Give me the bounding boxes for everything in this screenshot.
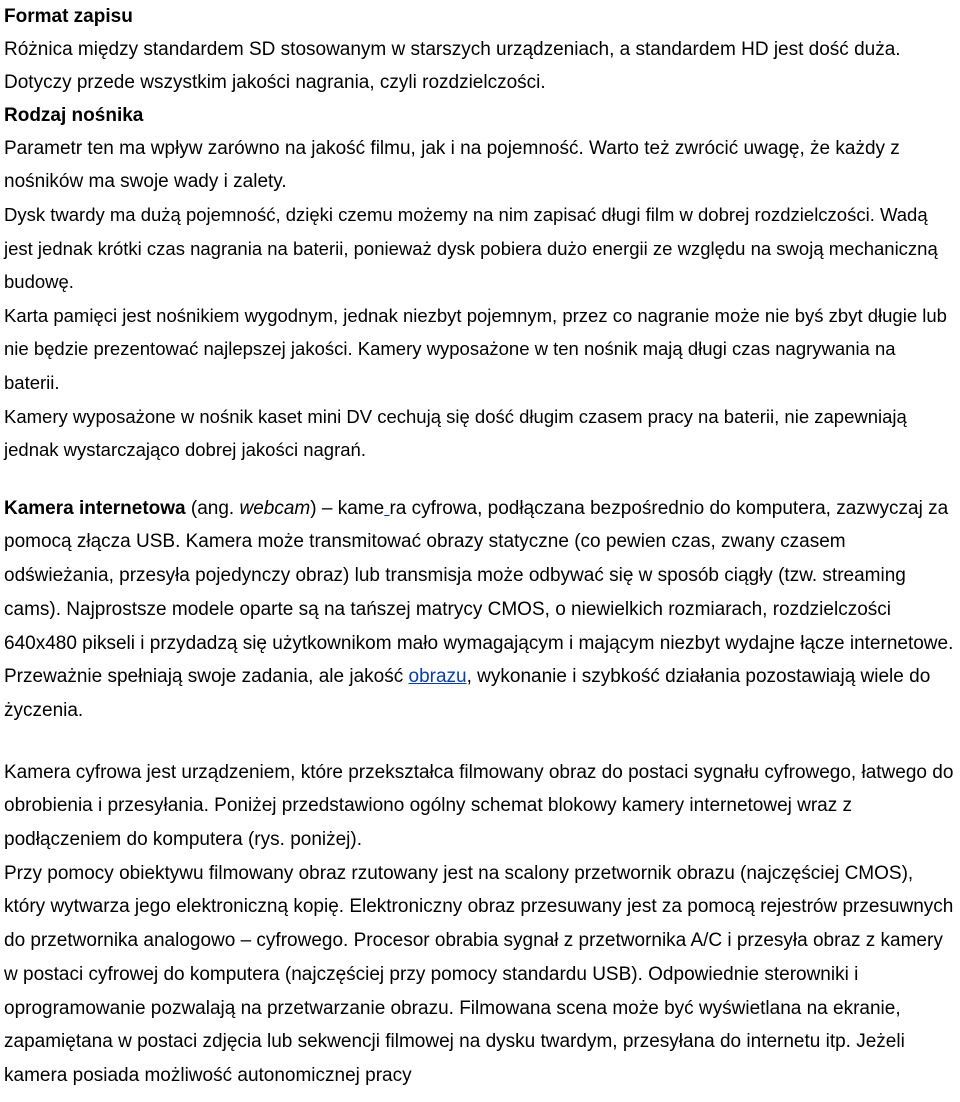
link-obrazu[interactable]: obrazu xyxy=(408,666,467,688)
paragraph-kasety-mini-dv: Kamery wyposażone w nośnik kaset mini DV cechują się dość długim czasem pracy na baterii, nie zapewniają jednak wystarczająco dobrej jakości nagrań. xyxy=(4,405,907,461)
text-ang: (ang. xyxy=(185,497,240,519)
paragraph-format-zapisu: Różnica między standardem SD stosowanym w starszych urządzeniach, a standardem HD jest dość duża. Dotyczy przede wszystkim jakości nagrania, czyli rozdzielczości. xyxy=(4,39,901,93)
paragraph-rodzaj-nosnika-intro: Parametr ten ma wpływ zarówno na jakość filmu, jak i na pojemność. Warto też zwrócić uwagę, że każdy z nośników ma swoje wady i zalety. xyxy=(4,138,900,192)
paragraph-dysk-twardy: Dysk twardy ma dużą pojemność, dzięki czemu możemy na nim zapisać długi film w dobrej rozdzielczości. Wadą jest jednak krótki czas nagrania na baterii, ponieważ dysk pobiera dużo energii ze względu na swoją mechaniczną budowę. xyxy=(4,204,938,293)
spacer xyxy=(4,728,956,756)
term-webcam: webcam xyxy=(239,497,311,519)
text-webcam-body: ra cyfrowa, podłączana bezpośrednio do komputera, zazwyczaj za pomocą złącza USB. Kamera może transmitować obrazy statyczne (co pewien czas, zwany czasem odświeżania, przesyła pojedynczy obraz) lub transmisja może odbywać się w sposób ciągły (tzw. streaming cams). Najprostsze modele oparte są na tańszej matrycy CMOS, o niewielkich rozmiarach, rozdzielczości 640x480 pikseli i przydadzą się użytkownikom mało wymagającym i mającym niezbyt wydajne łącze internetowe. Przeważnie spełniają swoje zadania, ale jakość xyxy=(4,497,954,688)
term-kamera-internetowa: Kamera internetowa xyxy=(4,497,186,519)
text-webcam-ending: , wykonanie i szybkość działania pozostawiają wiele do życzenia. xyxy=(4,666,931,721)
paragraph-kamera-internetowa xyxy=(4,492,956,728)
paragraph-karta-pamieci: Karta pamięci jest nośnikiem wygodnym, jednak niezbyt pojemnym, przez co nagranie może nie byś zbyt długie lub nie będzie prezentować najlepszej jakości. Kamery wyposażone w ten nośnik mają długi czas nagrywania na baterii. xyxy=(4,304,947,393)
heading-rodzaj-nosnika: Rodzaj nośnika xyxy=(4,105,144,126)
text-after-webcam: ) – kame xyxy=(310,497,385,519)
heading-format-zapisu: Format zapisu xyxy=(4,6,133,27)
paragraph-kamera-cyfrowa: Kamera cyfrowa jest urządzeniem, które przekształca filmowany obraz do postaci sygnału cyfrowego, łatwego do obrobienia i przesyłania. Poniżej przedstawiono ogólny schemat blokowy kamery internetowej wraz z podłączeniem do komputera (rys. poniżej). xyxy=(4,761,954,851)
spacer xyxy=(4,467,956,492)
paragraph-przetwarzanie-obrazu: Przy pomocy obiektywu filmowany obraz rzutowany jest na scalony przetwornik obrazu (najczęściej CMOS), który wytwarza jego elektroniczną kopię. Elektroniczny obraz przesuwany jest za pomocą rejestrów przesuwnych do przetwornika analogowo – cyfrowego. Procesor obrabia sygnał z przetwornika A/C i przesyła obraz z kamery w postaci cyfrowej do komputera (najczęściej przy pomocy standardu USB). Odpowiednie sterowniki i oprogramowanie pozwalają na przetwarzanie obrazu. Filmowana scena może być wyświetlana na ekranie, zapamiętana w postaci zdjęcia lub sekwencji filmowej na dysku twardym, przesyłana do internetu itp. Jeżeli kamera posiada możliwość autonomicznej pracy xyxy=(4,862,954,1086)
